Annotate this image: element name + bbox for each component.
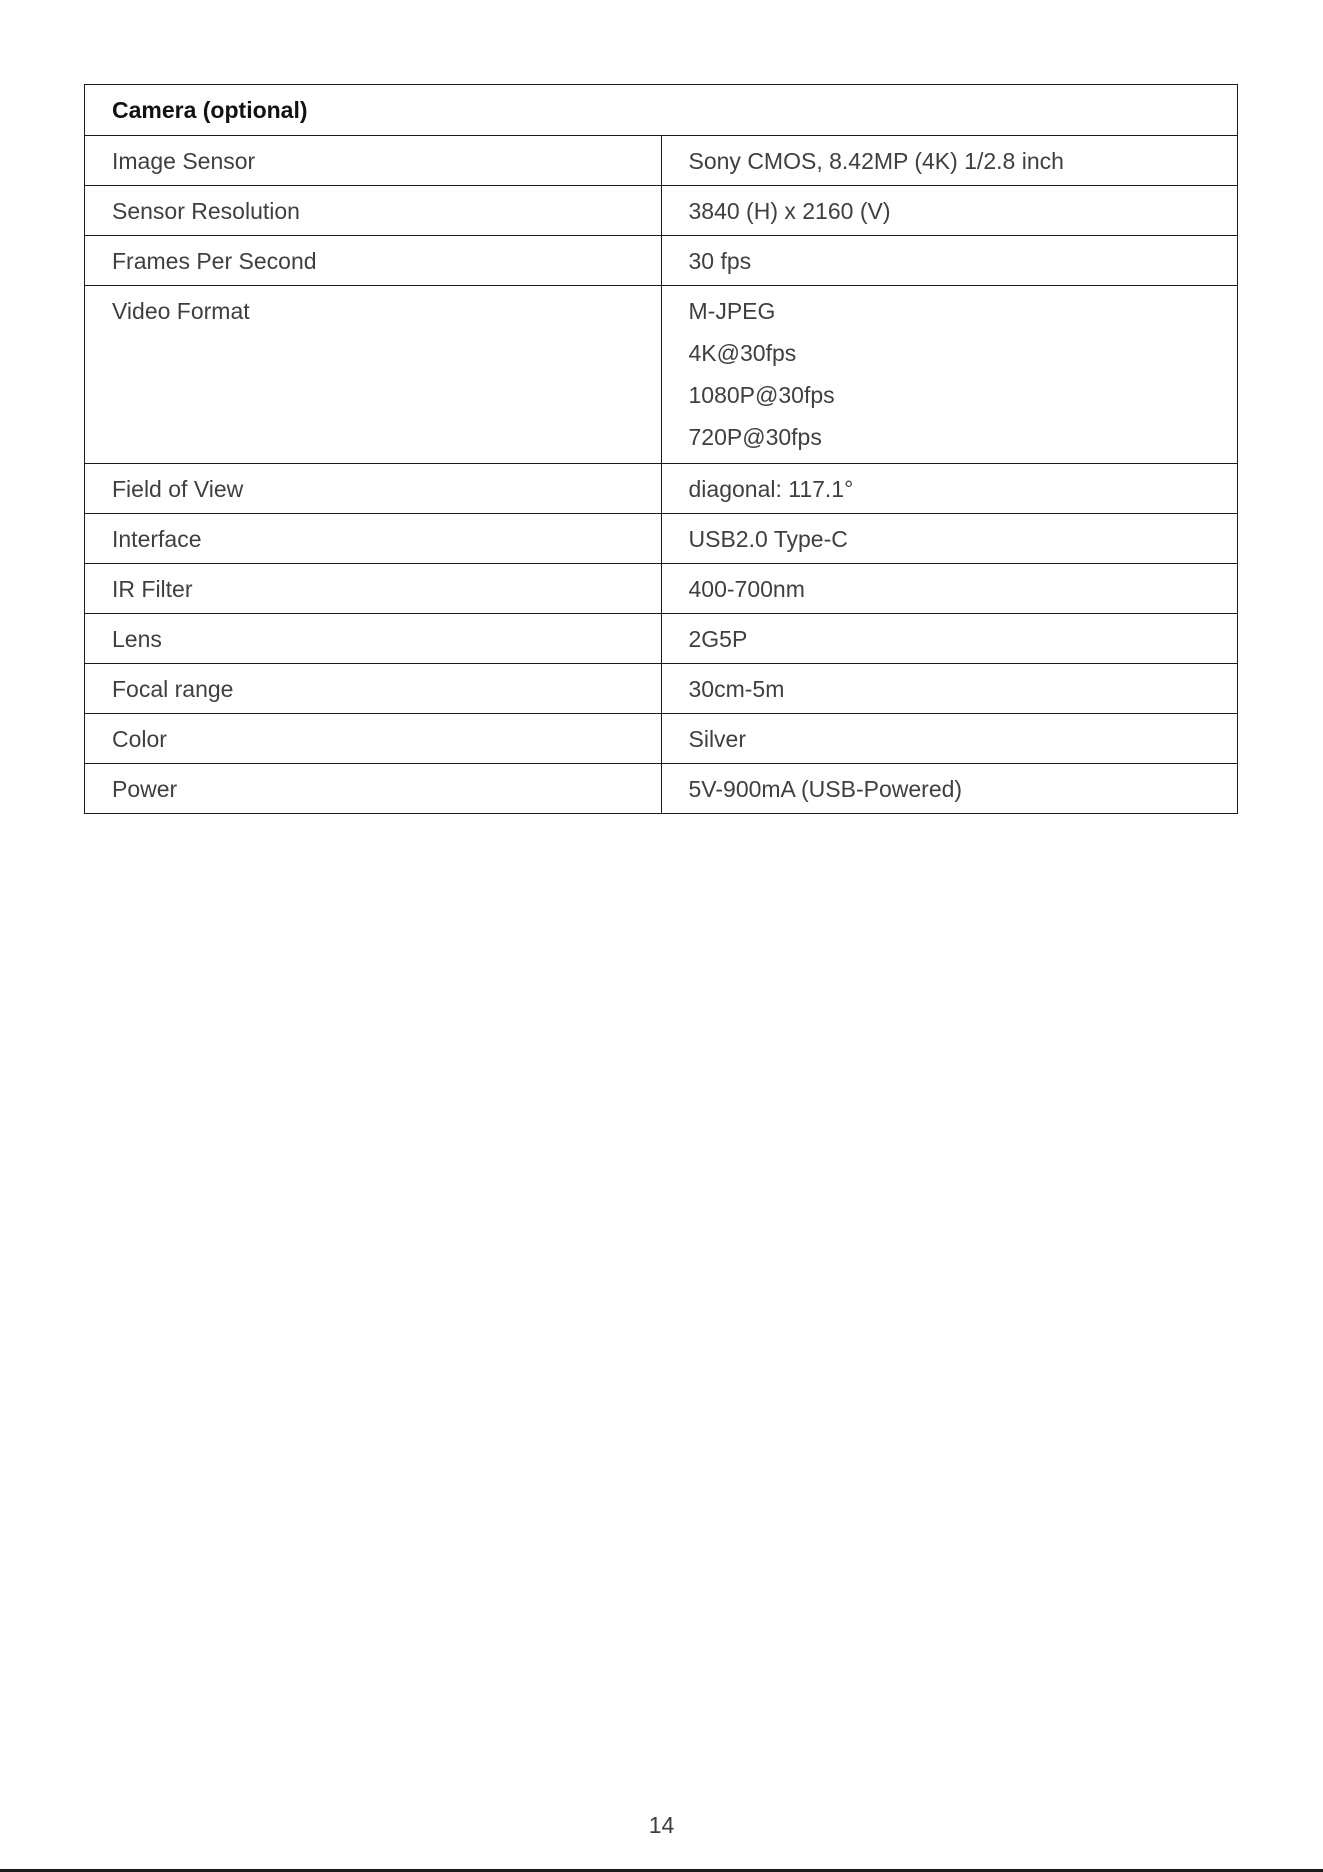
spec-value: 30 fps	[661, 236, 1238, 286]
spec-value-list	[661, 286, 1238, 464]
spec-value: 30cm-5m	[661, 664, 1238, 714]
table-row	[85, 664, 1238, 714]
table-row	[85, 286, 1238, 464]
spec-value: 2G5P	[661, 614, 1238, 664]
spec-value-line: 1080P@30fps	[688, 382, 835, 408]
table-row	[85, 136, 1238, 186]
spec-value: 400-700nm	[661, 564, 1238, 614]
page-number: 14	[648, 1812, 675, 1838]
spec-label: Video Format	[85, 286, 662, 464]
table-row	[85, 764, 1238, 814]
spec-value-line: 4K@30fps	[688, 340, 797, 366]
table-row	[85, 186, 1238, 236]
camera-spec-table	[84, 84, 1238, 814]
spec-value-line: M-JPEG	[688, 298, 776, 324]
table-title-row	[85, 85, 1238, 136]
spec-label: Power	[85, 764, 662, 814]
table-row	[85, 236, 1238, 286]
table-row	[85, 564, 1238, 614]
spec-label: Focal range	[85, 664, 662, 714]
table-row	[85, 464, 1238, 514]
spec-label: IR Filter	[85, 564, 662, 614]
spec-label: Sensor Resolution	[85, 186, 662, 236]
spec-label: Interface	[85, 514, 662, 564]
spec-label: Color	[85, 714, 662, 764]
table-row	[85, 714, 1238, 764]
spec-label: Field of View	[85, 464, 662, 514]
spec-label: Lens	[85, 614, 662, 664]
spec-value: diagonal: 117.1°	[661, 464, 1238, 514]
spec-value: Silver	[661, 714, 1238, 764]
table-title: Camera (optional)	[85, 85, 1238, 136]
table-row	[85, 514, 1238, 564]
spec-value-line: 720P@30fps	[688, 424, 822, 450]
spec-value: Sony CMOS, 8.42MP (4K) 1/2.8 inch	[661, 136, 1238, 186]
spec-value: 5V-900mA (USB-Powered)	[661, 764, 1238, 814]
spec-value: USB2.0 Type-C	[661, 514, 1238, 564]
table-row	[85, 614, 1238, 664]
spec-label: Frames Per Second	[85, 236, 662, 286]
spec-label: Image Sensor	[85, 136, 662, 186]
spec-value: 3840 (H) x 2160 (V)	[661, 186, 1238, 236]
